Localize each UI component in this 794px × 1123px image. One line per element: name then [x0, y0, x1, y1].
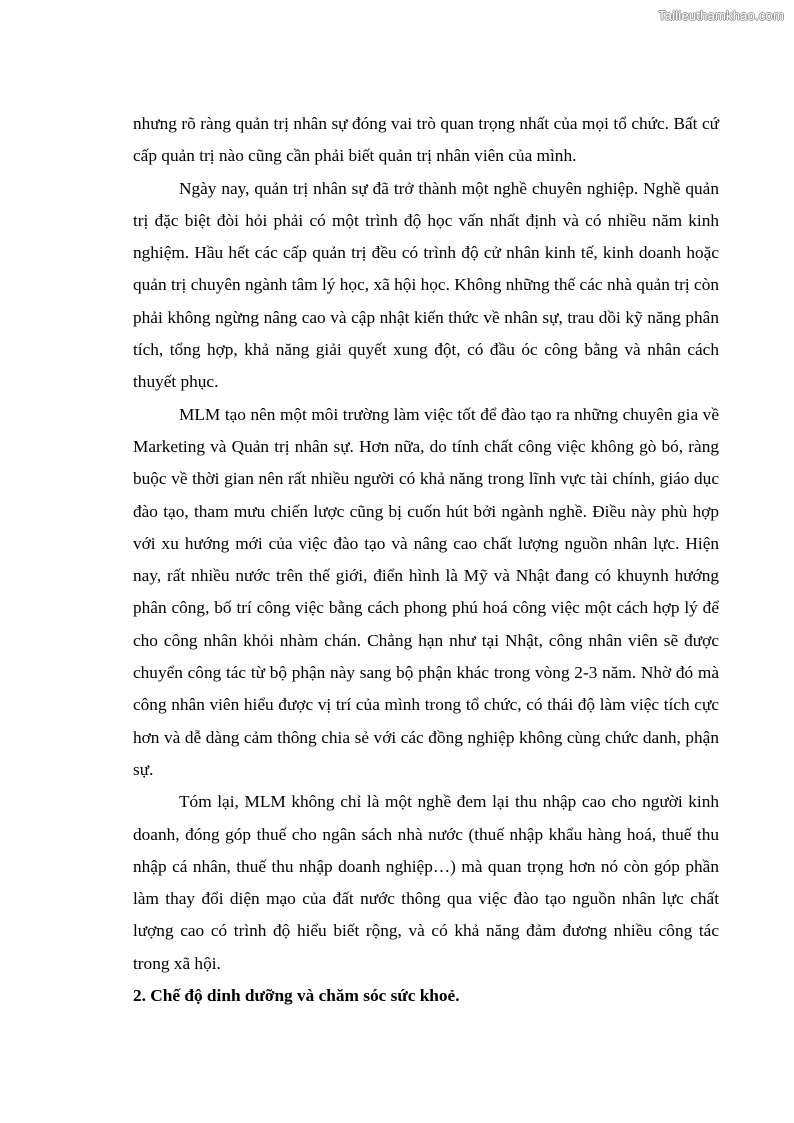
- paragraph-continuation: nhưng rõ ràng quản trị nhân sự đóng vai trò quan trọng nhất của mọi tổ chức. Bất cứ cấp quản trị nào cũng cần phải biết quản trị nhân viên của mình.: [133, 114, 719, 166]
- paragraph-hr-profession: Ngày nay, quản trị nhân sự đã trở thành một nghề chuyên nghiệp. Nghề quản trị đặc biệt đòi hỏi phải có một trình độ học vấn nhất định và có nhiều năm kinh nghiệm. Hầu hết các cấp quản trị đều có trình độ cử nhân kinh tế, kinh doanh hoặc quản trị chuyên ngành tâm lý học, xã hội học. Không những thế các nhà quản trị còn phải không ngừng nâng cao và cập nhật kiến thức về nhân sự, trau dồi kỹ năng phân tích, tổng hợp, khả năng giải quyết xung đột, có đầu óc công bằng và nhân cách thuyết phục.: [133, 178, 719, 392]
- paragraph-mlm-training: MLM tạo nên một môi trường làm việc tốt để đào tạo ra những chuyên gia về Marketing và Quản trị nhân sự. Hơn nữa, do tính chất công việc không gò bó, ràng buộc về thời gian nên rất nhiều người có khả năng trong lĩnh vực tài chính, giáo dục đào tạo, tham mưu chiến lược cũng bị cuốn hút bởi ngành nghề. Điều này phù hợp với xu hướng mới của việc đào tạo và nâng cao chất lượng nguồn nhân lực. Hiện nay, rất nhiều nước trên thế giới, điển hình là Mỹ và Nhật đang có khuynh hướng phân công, bố trí công việc bằng cách phong phú hoá công việc một cách hợp lý để cho công nhân khỏi nhàm chán. Chẳng hạn như tại Nhật, công nhân viên sẽ được chuyển công tác từ bộ phận này sang bộ phận khác trong vòng 2-3 năm. Nhờ đó mà công nhân viên hiểu được vị trí của mình trong tổ chức, có thái độ làm việc tích cực hơn và dễ dàng cảm thông chia sẻ với các đồng nghiệp không cùng chức danh, phận sự.: [133, 404, 719, 779]
- watermark-text: Tailieuthamkhao.com: [658, 8, 784, 23]
- section-heading: 2. Chế độ dinh dưỡng và chăm sóc sức khoẻ.: [133, 986, 460, 1006]
- paragraph-conclusion: Tóm lại, MLM không chỉ là một nghề đem lại thu nhập cao cho người kinh doanh, đóng góp thuế cho ngân sách nhà nước (thuế nhập khẩu hàng hoá, thuế thu nhập cá nhân, thuế thu nhập doanh nghiệp…) mà quan trọng hơn nó còn góp phần làm thay đổi diện mạo của đất nước thông qua việc đào tạo nguồn nhân lực chất lượng cao có trình độ hiểu biết rộng, và có khả năng đảm đương nhiều công tác trong xã hội.: [133, 792, 719, 973]
- document-body: [133, 108, 719, 1012]
